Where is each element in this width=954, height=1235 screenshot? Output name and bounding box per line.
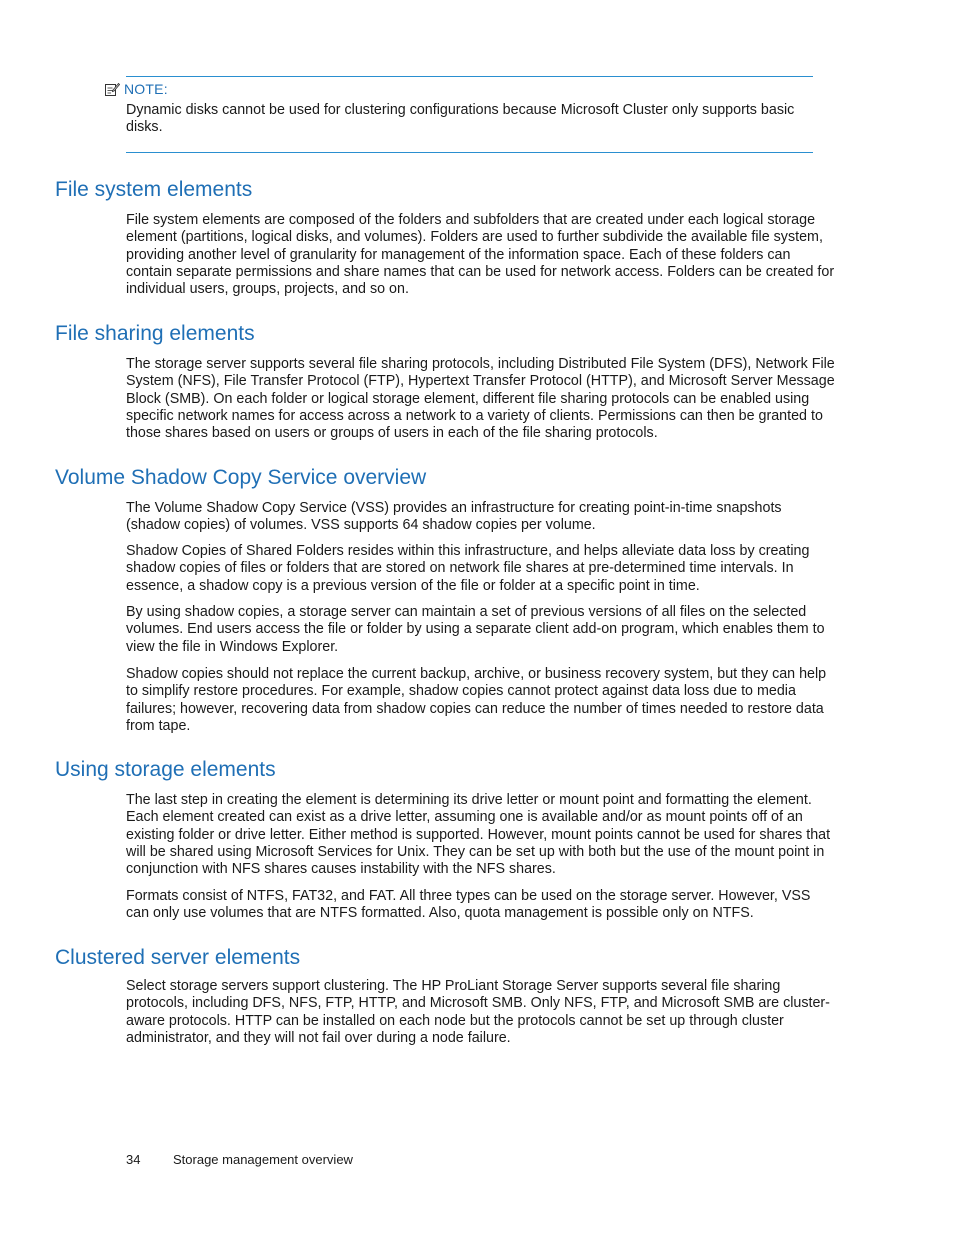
paragraph-vss-2: Shadow Copies of Shared Folders resides within this infrastructure, and helps alleviate data loss by creating shadow copies of files or folders that are stored on network file shares at pre-determined time intervals. In essence, a shadow copy is a previous version of the file or folder at a specific point in time.	[126, 543, 810, 594]
note-label: NOTE:	[124, 81, 168, 97]
note-icon	[104, 81, 120, 97]
paragraph-vss-3: By using shadow copies, a storage server can maintain a set of previous versions of all files on the selected volumes. End users access the file or folder by using a separate client add-on program, which enables them to view the file in Windows Explorer.	[126, 604, 825, 655]
section-title-file-system-elements: File system elements	[55, 178, 253, 201]
page-footer	[126, 1152, 353, 1168]
section-title-clustered-server-elements: Clustered server elements	[55, 946, 301, 969]
section-title-using-storage-elements: Using storage elements	[55, 758, 276, 781]
paragraph-using-storage-1: The last step in creating the element is determining its drive letter or mount point and formatting the element. Each element created can exist as a drive letter, assuming one is available and/or as mount points off of an existing folder or drive letter. Either method is supported. However, mount points cannot be used for shares that will be shared using Microsoft Services for Unix. They can be set up with both but the use of the mount point in conjunction with NFS shares causes instability with the NFS shares.	[126, 792, 831, 878]
paragraph-vss-4: Shadow copies should not replace the current backup, archive, or business recovery system, but they can help to simplify restore procedures. For example, shadow copies cannot protect against data loss due to media failures; however, recovering data from shadow copies can reduce the number of times needed to restore data from tape.	[126, 666, 827, 734]
paragraph-clustered-server: Select storage servers support clustering. The HP ProLiant Storage Server supports several file sharing protocols, including DFS, NFS, FTP, HTTP, and Microsoft SMB. Only NFS, FTP, and Microsoft SMB are cluster-aware protocols. HTTP can be installed on each node but the protocols cannot be set up through cluster administrator, and they will not fail over during a node failure.	[126, 978, 830, 1046]
page-number: 34	[126, 1152, 141, 1167]
note-header	[104, 80, 168, 98]
section-title-file-sharing-elements: File sharing elements	[55, 322, 255, 345]
paragraph-vss-1: The Volume Shadow Copy Service (VSS) provides an infrastructure for creating point-in-time snapshots (shadow copies) of volumes. VSS supports 64 shadow copies per volume.	[126, 500, 782, 534]
paragraph-file-system-elements: File system elements are composed of the folders and subfolders that are created under each logical storage element (partitions, logical disks, and volumes). Folders are used to further subdivide the available file system, providing another level of granularity for management of the information space. Each of these folders can contain separate permissions and share names that can be used for network access. Folders can be created for individual users, groups, projects, and so on.	[126, 212, 835, 298]
section-title-vss-overview: Volume Shadow Copy Service overview	[55, 466, 427, 489]
note-box	[126, 76, 813, 153]
note-text: Dynamic disks cannot be used for clustering configurations because Microsoft Cluster only supports basic disks.	[126, 102, 795, 136]
paragraph-using-storage-2: Formats consist of NTFS, FAT32, and FAT. All three types can be used on the storage server. However, VSS can only use volumes that are NTFS formatted. Also, quota management is possible only on NTFS.	[126, 888, 811, 922]
paragraph-file-sharing-elements: The storage server supports several file sharing protocols, including Distributed File System (DFS), Network File System (NFS), File Transfer Protocol (FTP), Hypertext Transfer Protocol (HTTP), and Microsoft Server Message Block (SMB). On each folder or logical storage element, different file sharing protocols can be enabled using specific network names for access across a network to a variety of clients. Permissions can then be granted to those shares based on users or groups of users in each of the file sharing protocols.	[126, 356, 835, 442]
footer-section-name: Storage management overview	[173, 1152, 353, 1167]
